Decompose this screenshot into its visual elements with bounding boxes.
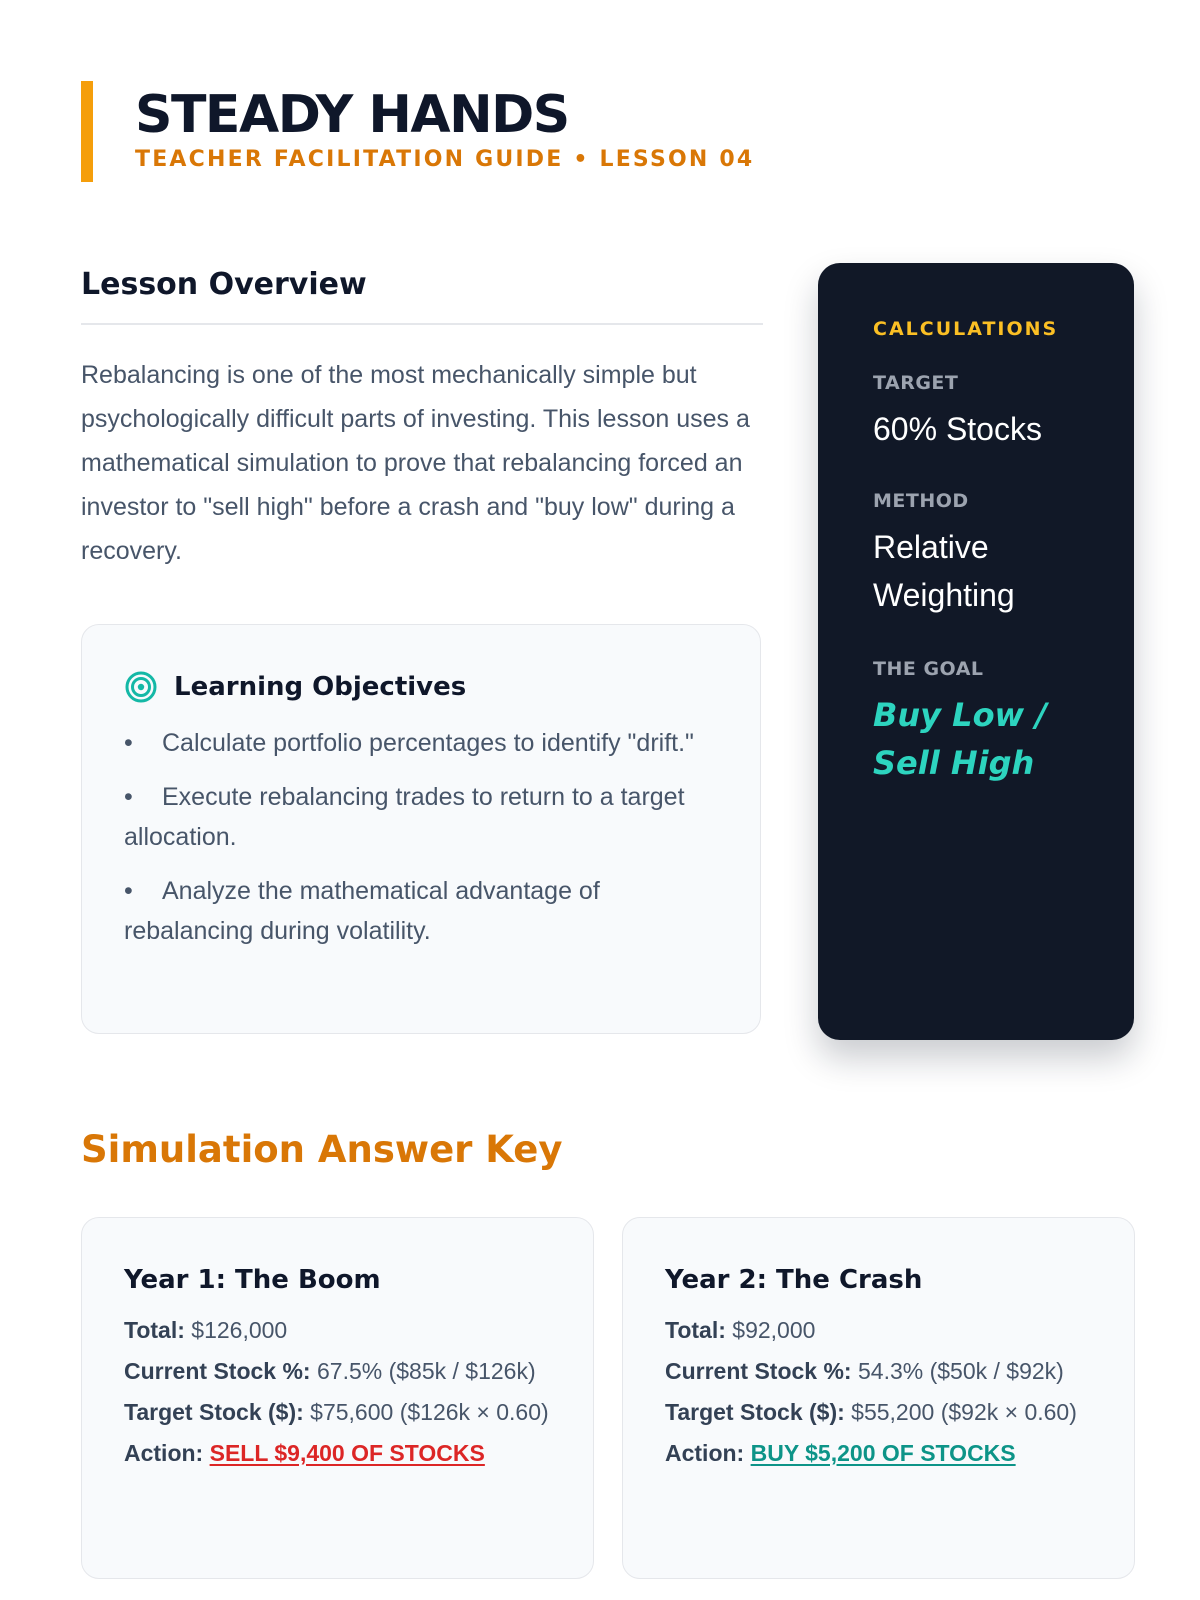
total-line	[665, 1314, 1094, 1347]
total-line	[124, 1314, 553, 1347]
bullet-icon: •	[124, 877, 133, 905]
goal-value: Buy Low / Sell High	[873, 696, 1047, 782]
target-stock-line	[124, 1396, 553, 1429]
action-line	[124, 1437, 553, 1470]
total-label: Total:	[124, 1317, 185, 1343]
target-stock-value: $55,200 ($92k × 0.60)	[851, 1399, 1077, 1425]
lesson-overview	[81, 263, 763, 573]
buy-action: BUY $5,200 OF STOCKS	[750, 1440, 1016, 1466]
objective-text: Execute rebalancing trades to return to a target allocation.	[124, 783, 685, 851]
year-title: Year 1: The Boom	[124, 1265, 381, 1295]
page-header	[81, 81, 754, 182]
current-stock-line	[665, 1355, 1094, 1388]
sell-action: SELL $9,400 OF STOCKS	[209, 1440, 485, 1466]
bullet-icon: •	[124, 783, 133, 811]
total-value: $92,000	[732, 1317, 816, 1343]
objective-text: Calculate portfolio percentages to identify "drift."	[162, 729, 694, 757]
current-stock-value: 54.3% ($50k / $92k)	[857, 1358, 1064, 1384]
target-label: TARGET	[873, 372, 959, 394]
page-title: STEADY HANDS	[135, 85, 569, 145]
objective-item	[124, 871, 720, 951]
overview-text: Rebalancing is one of the most mechanically simple but psychologically difficult parts of investing. This lesson uses a mathematical simulation to prove that rebalancing forced an investor to "sell high" before a crash and "buy low" during a recovery.	[81, 361, 750, 565]
simulation-heading: Simulation Answer Key	[81, 1128, 563, 1171]
target-stock-label: Target Stock ($):	[665, 1399, 845, 1425]
goal-label: THE GOAL	[873, 658, 984, 680]
current-stock-value: 67.5% ($85k / $126k)	[316, 1358, 536, 1384]
action-label: Action:	[124, 1440, 204, 1466]
calculations-panel	[818, 263, 1134, 1040]
target-stock-label: Target Stock ($):	[124, 1399, 304, 1425]
overview-heading: Lesson Overview	[81, 263, 763, 325]
learning-objectives-card	[81, 624, 761, 1034]
calculations-title: CALCULATIONS	[873, 318, 1059, 340]
objective-item	[124, 723, 720, 763]
method-value: Relative Weighting	[873, 529, 1015, 613]
objective-item	[124, 777, 720, 857]
action-line	[665, 1437, 1094, 1470]
year-title: Year 2: The Crash	[665, 1265, 923, 1295]
year-1-card	[81, 1217, 594, 1579]
current-stock-label: Current Stock %:	[665, 1358, 852, 1384]
action-label: Action:	[665, 1440, 745, 1466]
target-stock-value: $75,600 ($126k × 0.60)	[310, 1399, 549, 1425]
method-label: METHOD	[873, 490, 969, 512]
objectives-list	[124, 723, 720, 951]
year-2-card	[622, 1217, 1135, 1579]
target-icon	[124, 670, 158, 704]
target-value: 60% Stocks	[873, 411, 1042, 447]
objective-text: Analyze the mathematical advantage of rebalancing during volatility.	[124, 877, 600, 945]
total-label: Total:	[665, 1317, 726, 1343]
objectives-header	[124, 669, 720, 705]
current-stock-label: Current Stock %:	[124, 1358, 311, 1384]
total-value: $126,000	[191, 1317, 288, 1343]
objectives-heading: Learning Objectives	[174, 672, 467, 702]
target-stock-line	[665, 1396, 1094, 1429]
page-subtitle: TEACHER FACILITATION GUIDE • LESSON 04	[135, 147, 755, 172]
current-stock-line	[124, 1355, 553, 1388]
bullet-icon: •	[124, 729, 133, 757]
